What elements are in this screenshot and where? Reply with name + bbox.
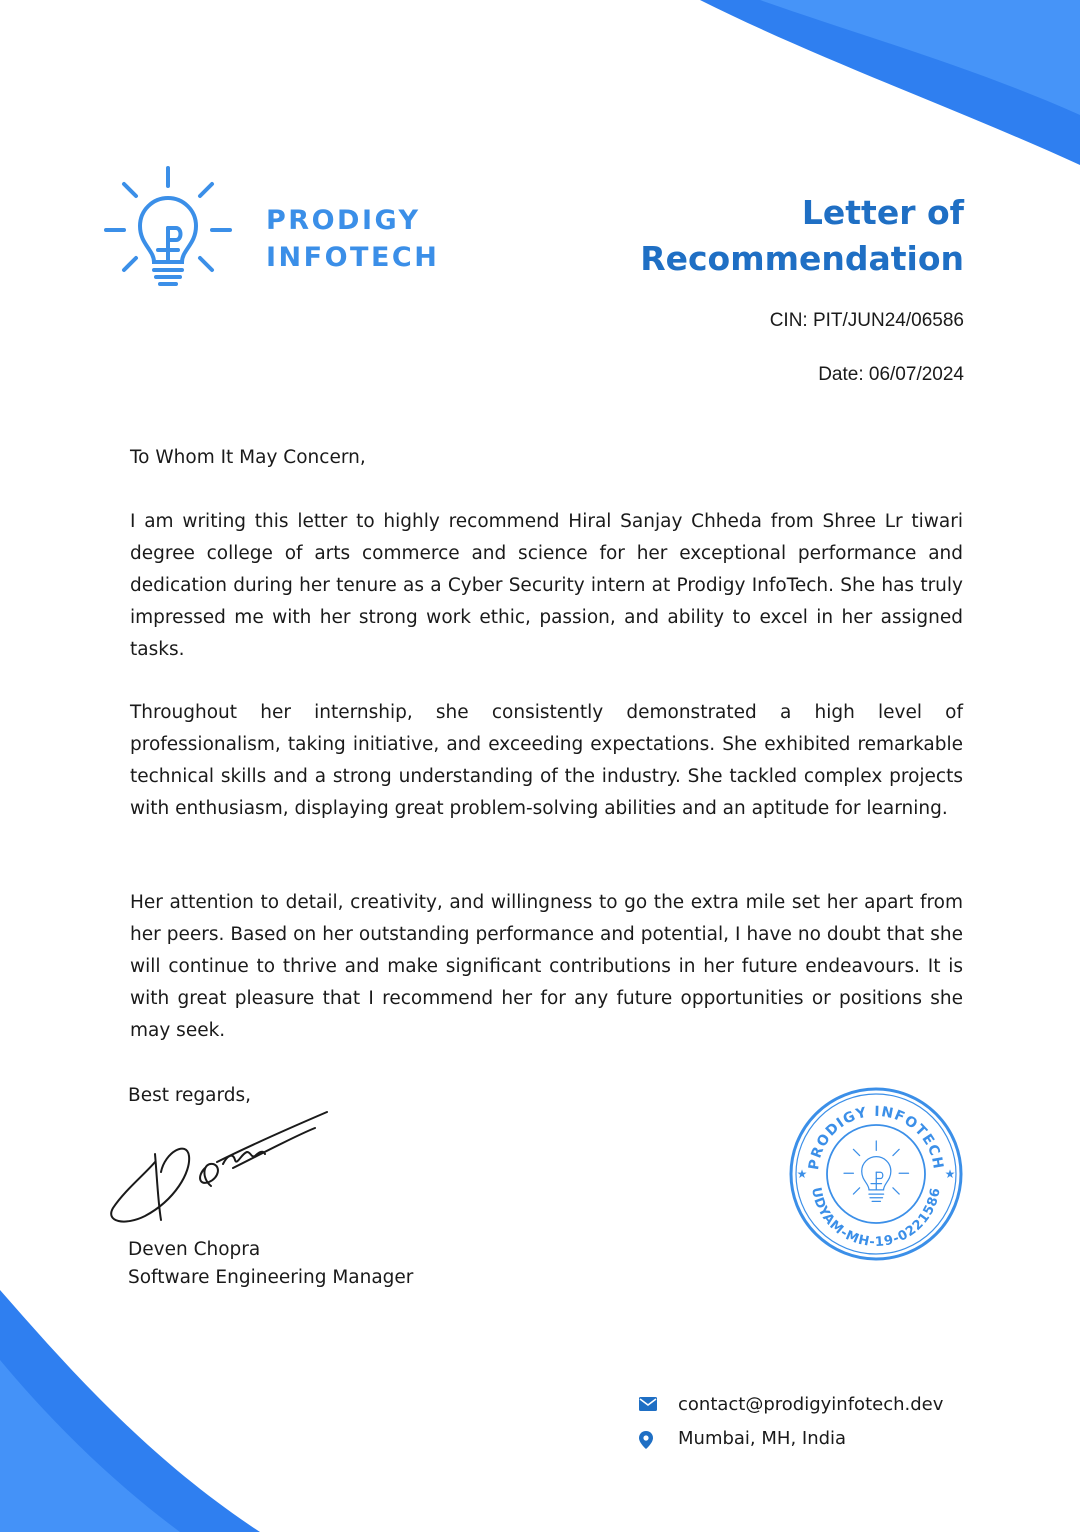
signer-name: Deven Chopra — [128, 1239, 261, 1260]
contact-email[interactable]: contact@prodigyinfotech.dev — [678, 1394, 944, 1415]
brand-line-1: PRODIGY — [266, 205, 421, 236]
body-paragraph-2: Throughout her internship, she consistently demonstrated a high level of professionalism, taking initiative, and exceeding expectations. She exhibited remarkable technical skills and a strong understanding of the industry. She tackled complex projects with enthusiasm, displaying great problem-solving abilities and an aptitude for learning. — [130, 702, 963, 819]
title-line-1: Letter of — [801, 193, 964, 232]
svg-text:★: ★ — [944, 1167, 956, 1181]
svg-text:UDYAM-MH-19-0221586: UDYAM-MH-19-0221586 — [808, 1186, 944, 1251]
lightbulb-icon — [104, 166, 234, 296]
brand-line-2: INFOTECH — [266, 242, 440, 273]
svg-text:PRODIGY INFOTECH: PRODIGY INFOTECH — [805, 1103, 947, 1172]
closing-line: Best regards, — [128, 1085, 252, 1106]
handwritten-signature — [105, 1102, 335, 1232]
map-pin-icon — [638, 1430, 654, 1450]
document-title — [640, 190, 964, 282]
title-line-2: Recommendation — [640, 239, 964, 278]
signer-block — [128, 1236, 413, 1292]
salutation: To Whom It May Concern, — [130, 447, 366, 468]
company-seal-stamp — [788, 1086, 964, 1262]
svg-text:★: ★ — [796, 1167, 808, 1181]
body-paragraph-3: Her attention to detail, creativity, and willingness to go the extra mile set her apart from her peers. Based on her outstanding performance and potential, I have no doubt that she will continue to thrive and make significant contributions in her future endeavours. It is with great pleasure that I recommend her for any future opportunities or positions she may seek. — [130, 892, 963, 1041]
letter-date: Date: 06/07/2024 — [818, 364, 964, 385]
contact-location: Mumbai, MH, India — [678, 1428, 847, 1449]
body-paragraph-1: I am writing this letter to highly recommend Hiral Sanjay Chheda from Shree Lr tiwari degree college of arts commerce and science for her exceptional performance and dedication during her tenure as a Cyber Security intern at Prodigy InfoTech. She has truly impressed me with her strong work ethic, passion, and ability to excel in her assigned tasks. — [130, 511, 963, 660]
brand-name — [266, 202, 439, 276]
envelope-icon — [638, 1396, 658, 1412]
cin-number: CIN: PIT/JUN24/06586 — [769, 310, 964, 331]
company-logo — [104, 166, 444, 296]
signer-role: Software Engineering Manager — [128, 1267, 414, 1288]
